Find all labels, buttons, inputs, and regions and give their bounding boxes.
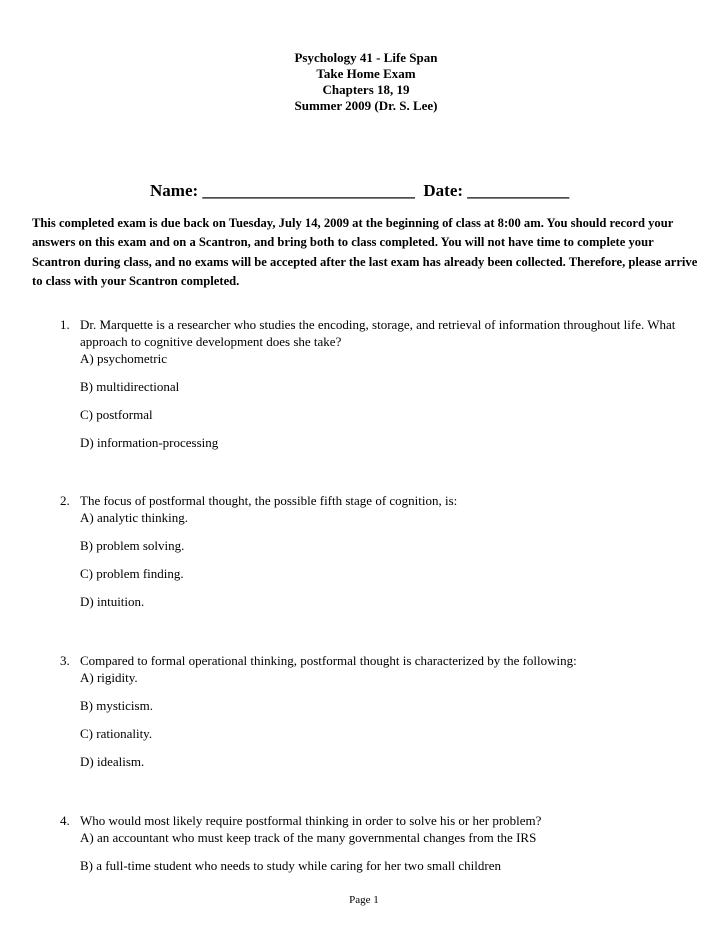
page-number: Page 1: [349, 894, 379, 906]
option-b: B) problem solving.: [80, 538, 185, 553]
option-c: C) rationality.: [80, 726, 153, 741]
option-b: B) mysticism.: [80, 698, 153, 713]
instructions: This completed exam is due back on Tuesday, July 14, 2009 at the beginning of class at 8:00 am. You should record your answers on this exam and on a Scantron, and bring both to class completed. You will not have time to complete your Scantron during class, and no exams will be accepted after the last exam has already been collected. Therefore, please arrive to class with your Scantron completed.: [32, 216, 698, 288]
term-line: Summer 2009 (Dr. S. Lee): [294, 98, 438, 113]
question-text: Compared to formal operational thinking, postformal thought is characterized by the following:: [80, 653, 577, 668]
name-date-line: Name: _________________________ Date: ____________: [150, 181, 570, 200]
question-text: Dr. Marquette is a researcher who studies the encoding, storage, and retrieval of information throughout life. What approach to cognitive development does she take?: [80, 317, 676, 349]
question-3: [60, 652, 700, 770]
question-number: 1.: [60, 317, 70, 332]
question-number: 3.: [60, 653, 70, 668]
option-d: D) intuition.: [80, 594, 145, 609]
question-number: 2.: [60, 493, 70, 508]
exam-title: Take Home Exam: [316, 66, 416, 81]
question-text: Who would most likely require postformal thinking in order to solve his or her problem?: [80, 813, 542, 828]
question-number: 4.: [60, 813, 70, 828]
option-b: B) a full-time student who needs to study while caring for her two small children: [80, 858, 501, 873]
option-d: D) information-processing: [80, 435, 219, 450]
chapters-line: Chapters 18, 19: [322, 82, 410, 97]
option-a: A) psychometric: [80, 351, 168, 366]
question-text: The focus of postformal thought, the possible fifth stage of cognition, is:: [80, 493, 458, 508]
option-a: A) analytic thinking.: [80, 510, 188, 525]
option-d: D) idealism.: [80, 754, 145, 769]
question-1: [60, 316, 700, 451]
course-title: Psychology 41 - Life Span: [294, 50, 438, 65]
option-c: C) problem finding.: [80, 566, 184, 581]
question-2: [60, 492, 700, 610]
option-c: C) postformal: [80, 407, 153, 422]
option-a: A) an accountant who must keep track of the many governmental changes from the IRS: [80, 830, 537, 845]
option-a: A) rigidity.: [80, 670, 138, 685]
question-4: [60, 812, 700, 874]
exam-header: [246, 50, 486, 114]
option-b: B) multidirectional: [80, 379, 180, 394]
